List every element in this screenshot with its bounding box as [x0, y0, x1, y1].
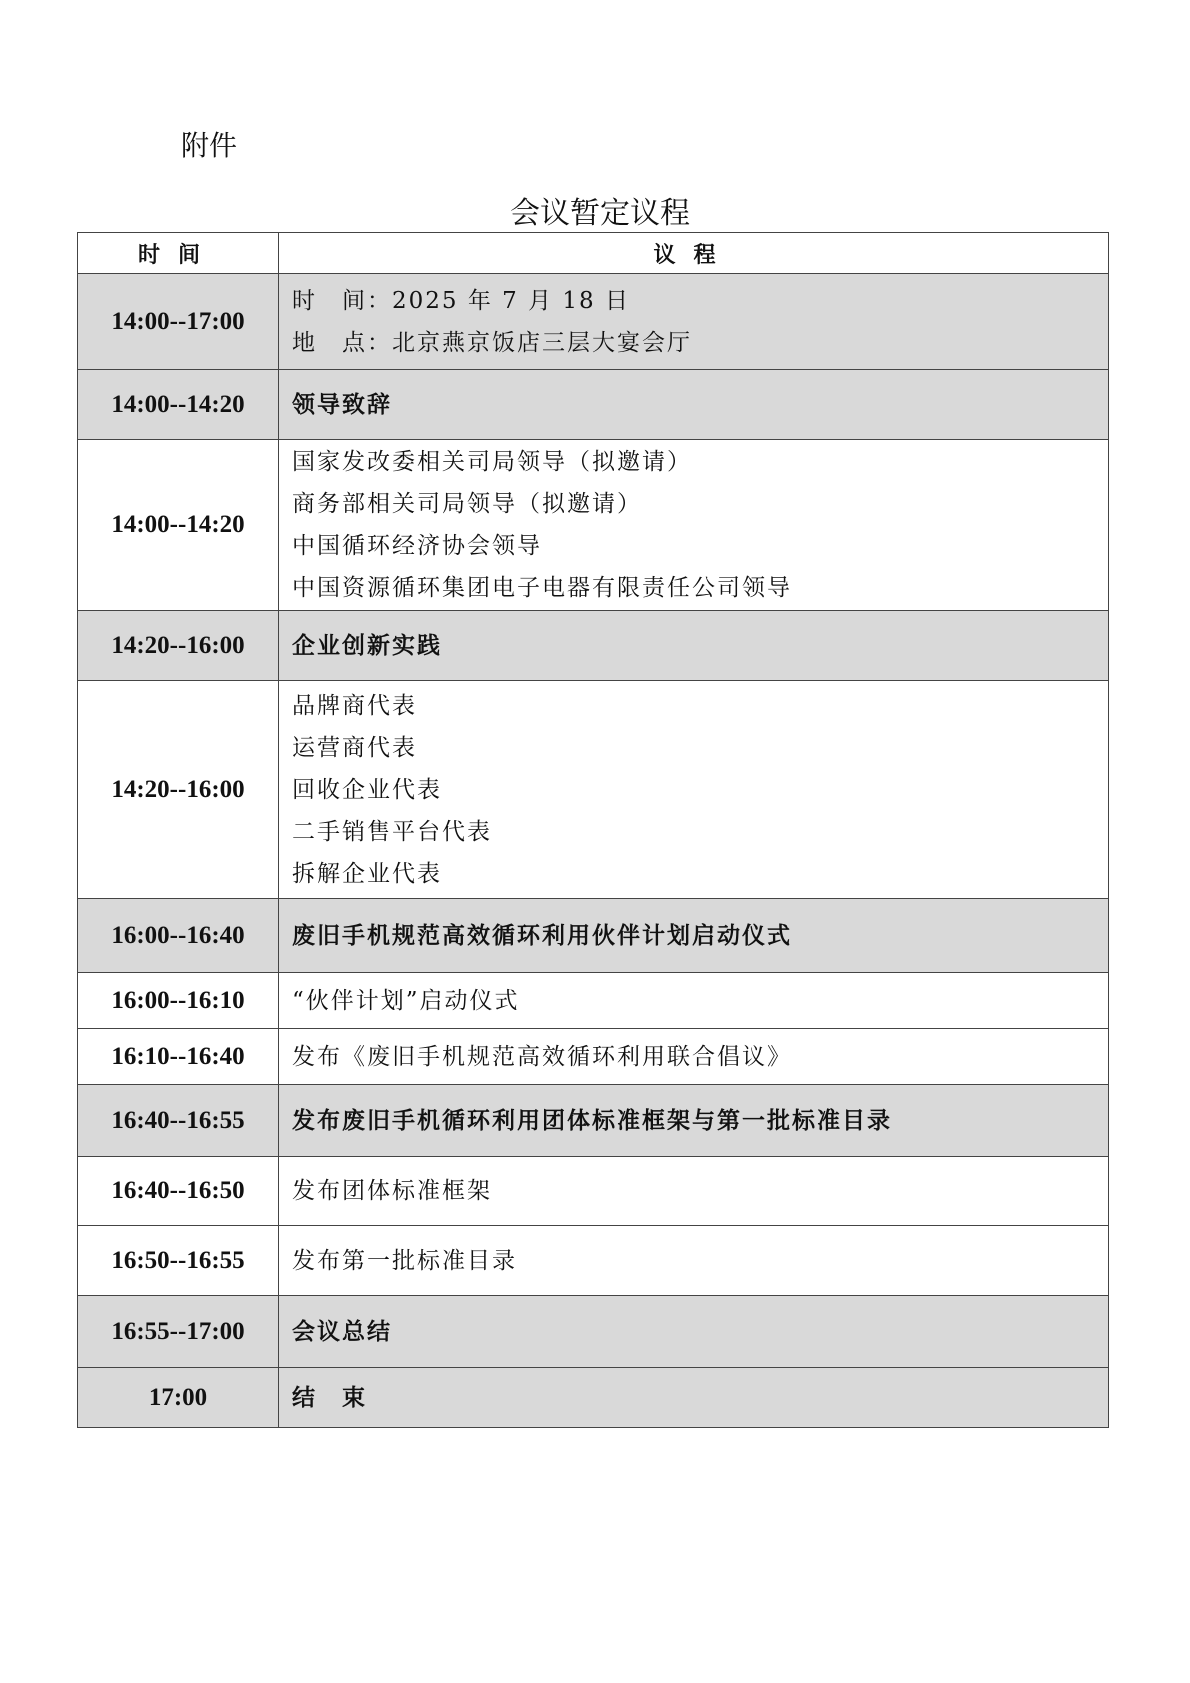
agenda-line: 领导致辞 — [292, 391, 392, 418]
table-row — [78, 1085, 1109, 1157]
agenda-line: 拆解企业代表 — [292, 860, 442, 887]
agenda-cell — [279, 1296, 1109, 1368]
agenda-line: 运营商代表 — [292, 734, 417, 761]
agenda-line: 废旧手机规范高效循环利用伙伴计划启动仪式 — [292, 922, 792, 949]
agenda-line: 发布团体标准框架 — [292, 1178, 492, 1204]
table-row — [78, 274, 1109, 370]
agenda-cell — [279, 681, 1109, 899]
agenda-cell — [279, 274, 1109, 370]
agenda-cell — [279, 1029, 1109, 1085]
agenda-cell — [279, 611, 1109, 681]
time-cell: 14:20--16:00 — [78, 681, 279, 899]
agenda-line: 发布第一批标准目录 — [292, 1247, 517, 1274]
agenda-line: 二手销售平台代表 — [292, 818, 492, 845]
agenda-line: 商务部相关司局领导（拟邀请） — [292, 491, 642, 517]
agenda-cell — [279, 370, 1109, 440]
agenda-line: 结 束 — [292, 1384, 367, 1411]
attachment-label: 附件 — [181, 129, 238, 162]
agenda-line: 地 点：北京燕京饭店三层大宴会厅 — [292, 329, 692, 356]
table-row — [78, 1029, 1109, 1085]
time-cell: 14:00--14:20 — [78, 370, 279, 440]
header-agenda: 议程 — [279, 233, 1109, 274]
time-cell: 16:55--17:00 — [78, 1296, 279, 1368]
table-row — [78, 1226, 1109, 1296]
agenda-cell — [279, 1368, 1109, 1428]
agenda-line: 企业创新实践 — [292, 632, 442, 659]
table-row — [78, 370, 1109, 440]
time-cell: 16:40--16:55 — [78, 1085, 279, 1157]
time-cell: 16:00--16:10 — [78, 973, 279, 1029]
table-row — [78, 1368, 1109, 1428]
agenda-cell — [279, 973, 1109, 1029]
time-cell: 17:00 — [78, 1368, 279, 1428]
time-cell: 14:00--14:20 — [78, 440, 279, 611]
table-header-row — [78, 233, 1109, 274]
agenda-cell — [279, 899, 1109, 973]
time-cell: 14:00--17:00 — [78, 274, 279, 370]
agenda-line: 发布《废旧手机规范高效循环利用联合倡议》 — [292, 1043, 792, 1070]
agenda-cell — [279, 440, 1109, 611]
agenda-body — [78, 274, 1109, 1428]
table-row — [78, 1296, 1109, 1368]
agenda-cell — [279, 1226, 1109, 1296]
table-row — [78, 973, 1109, 1029]
agenda-table — [77, 232, 1109, 1428]
agenda-line: 中国资源循环集团电子电器有限责任公司领导 — [292, 575, 792, 601]
agenda-line: 品牌商代表 — [292, 692, 417, 719]
agenda-line: 会议总结 — [292, 1318, 392, 1345]
agenda-cell — [279, 1085, 1109, 1157]
agenda-line: 中国循环经济协会领导 — [292, 533, 542, 559]
time-cell: 16:10--16:40 — [78, 1029, 279, 1085]
time-cell: 16:50--16:55 — [78, 1226, 279, 1296]
table-row — [78, 681, 1109, 899]
table-row — [78, 899, 1109, 973]
time-cell: 14:20--16:00 — [78, 611, 279, 681]
time-cell: 16:40--16:50 — [78, 1157, 279, 1226]
table-row — [78, 440, 1109, 611]
page-title: 会议暂定议程 — [510, 196, 690, 231]
agenda-cell — [279, 1157, 1109, 1226]
header-time: 时间 — [78, 233, 279, 274]
table-row — [78, 1157, 1109, 1226]
agenda-line: “伙伴计划”启动仪式 — [292, 987, 520, 1014]
agenda-line: 国家发改委相关司局领导（拟邀请） — [292, 449, 692, 475]
table-row — [78, 611, 1109, 681]
agenda-line: 时 间：2025 年 7 月 18 日 — [292, 287, 630, 314]
agenda-line: 发布废旧手机循环利用团体标准框架与第一批标准目录 — [292, 1107, 892, 1134]
time-cell: 16:00--16:40 — [78, 899, 279, 973]
agenda-line: 回收企业代表 — [292, 776, 442, 803]
